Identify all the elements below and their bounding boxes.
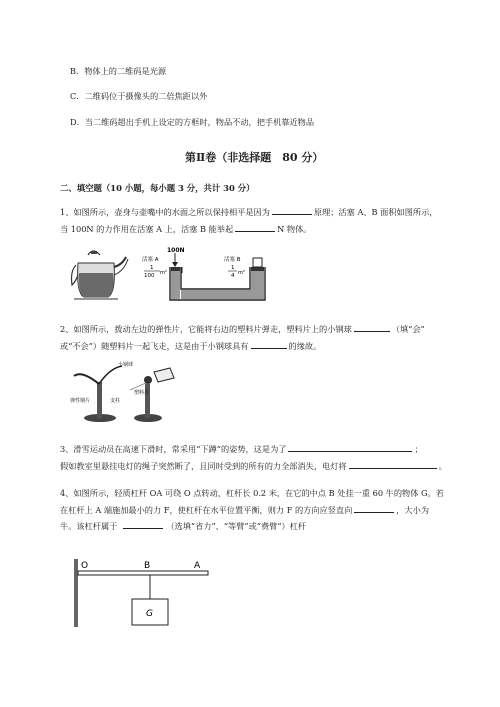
q3-line2 (60, 460, 447, 472)
q1-force-label: 100N (167, 247, 185, 254)
q2-stand-label: 支柱 (110, 398, 121, 404)
q1-area-a-num: 1 (150, 265, 154, 271)
q1-text-2b: N 物体。 (277, 224, 312, 234)
q4-text-3: 牛。该杠杆属于 (60, 521, 118, 531)
q2-line2 (60, 340, 321, 352)
q1-piston-a-label: 活塞 A (142, 257, 159, 263)
q1-blank-2[interactable] (235, 223, 275, 232)
q1-area-a-den: 100 (144, 273, 155, 279)
q4-blank-2[interactable] (123, 520, 163, 529)
q4-line2 (60, 504, 429, 516)
lever-diagram (74, 559, 208, 627)
q1-area-b-den: 4 (231, 273, 235, 279)
q4-line1: 4、如图所示，轻质杠杆 OA 可绕 O 点转动，杠杆长 0.2 米，在它的中点 B 处挂一重 60 牛的物体 G。若 (60, 488, 444, 498)
q2-blank-1[interactable] (354, 323, 390, 332)
option-b: B．物体上的二维码是光源 (70, 66, 167, 76)
q1-line2 (60, 223, 312, 235)
q2-text-1b: （填“会” (391, 324, 425, 334)
q4-text-2a: 在杠杆上 A 端施加最小的力 F，使杠杆在水平位置平衡，则力 F 的方向应竖直向 (60, 505, 353, 515)
q1-text-2a: 当 100N 的力作用在活塞 A 上，活塞 B 能举起 (60, 224, 234, 234)
option-d: D．当二维码超出手机上设定的方框时，物品不动，把手机靠近物品 (70, 117, 315, 127)
q2-figure (70, 360, 180, 425)
q1-text-1b: 原理；活塞 A、B 面积如图所示， (313, 207, 438, 217)
q1-piston-b-label: 活塞 B (224, 257, 241, 263)
q3-blank-2[interactable] (349, 460, 437, 469)
q2-text-2b: 的缘故。 (288, 341, 322, 351)
weight-label-g: G (146, 609, 153, 619)
q3-text-2end: 。 (438, 461, 447, 471)
q4-lever-figure (70, 555, 220, 630)
q2-line1 (60, 323, 425, 335)
elastic-apparatus (74, 366, 174, 422)
q1-area-a-unit: m² (160, 270, 167, 276)
q4-text-2b: ，大小为 (396, 505, 430, 515)
q3-text-2a: 假如教室里悬挂电灯的绳子突然断了，且同时受到的所有的力全部消失，电灯将 (60, 461, 347, 471)
q2-elastic-label: 弹性钢片 (70, 398, 91, 404)
teapot-icon (72, 251, 129, 299)
lever-label-a: A (194, 561, 201, 571)
q1-figure (70, 245, 280, 307)
q2-plastic-label: 塑料片 (134, 390, 150, 396)
option-c: C．二维码位于摄像头的二倍焦距以外 (70, 91, 208, 101)
q3-line1 (60, 443, 423, 455)
hydraulic-vessel (170, 253, 265, 300)
q2-text-2a: 或“不会”）随塑料片一起飞走，这是由于小钢球具有 (60, 341, 249, 351)
q4-text-3b: （选填“省力”、“等臂”或“费臂”）杠杆 (166, 521, 307, 531)
q3-text-1: 3、滑雪运动员在高速下滑时，常采用“下蹲”的姿势，这是为了 (60, 444, 287, 454)
q1-text-1a: 1、如图所示，壶身与壶嘴中的水面之所以保持相平是因为 (60, 207, 270, 217)
q1-blank-1[interactable] (272, 206, 312, 215)
q2-text-1a: 2、如图所示，拨动左边的弹性片，它能将右边的塑料片弹走，塑料片上的小钢球 (60, 324, 352, 334)
q3-text-1end: ； (414, 444, 423, 454)
lever-label-o: O (81, 561, 89, 571)
q4-line3 (60, 520, 306, 532)
q3-blank-1[interactable] (288, 443, 412, 452)
section-heading: 二、填空题（10 小题，每小题 3 分，共计 30 分） (60, 183, 255, 193)
q1-area-b-unit: m² (238, 270, 245, 276)
q2-ball-label: 小钢球 (118, 362, 134, 368)
q1-area-b-num: 1 (231, 265, 235, 271)
q4-blank-1[interactable] (354, 504, 394, 513)
part2-title: 第Ⅱ卷（非选择题 80 分） (185, 151, 324, 164)
q1-line1 (60, 206, 437, 218)
lever-label-b: B (144, 561, 151, 571)
q2-blank-2[interactable] (251, 340, 287, 349)
